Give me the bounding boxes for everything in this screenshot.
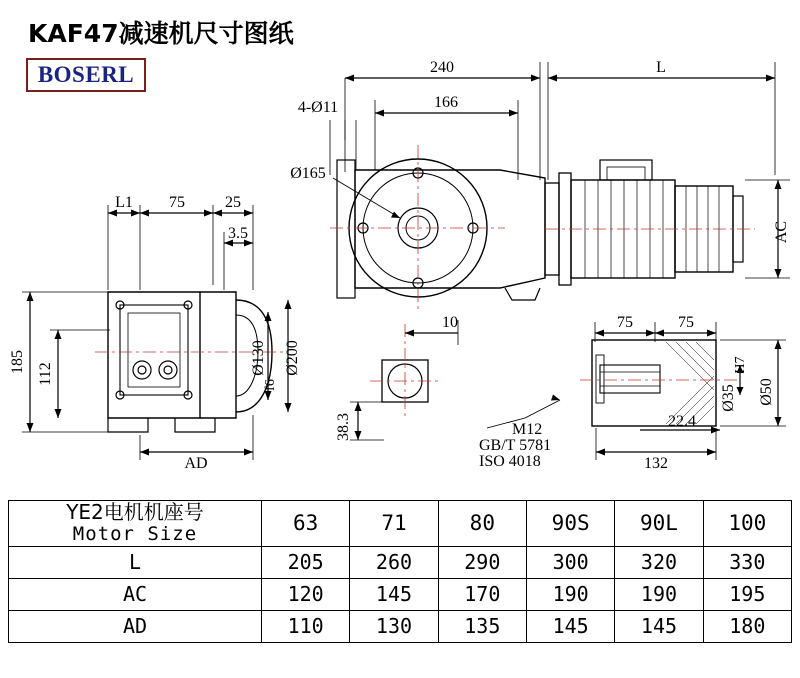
row-AC-val-4: 190 xyxy=(615,578,703,610)
dim-75-right-b: 75 xyxy=(678,314,694,331)
table-col-3: 90S xyxy=(526,501,614,547)
row-AD-val-2: 135 xyxy=(438,610,526,642)
dim-166: 166 xyxy=(434,94,458,111)
table-header-motor-size xyxy=(9,501,262,547)
row-AC-val-2: 170 xyxy=(438,578,526,610)
row-AC-val-1: 145 xyxy=(350,578,438,610)
label-m12: M12 xyxy=(512,421,543,438)
row-AD-val-5: 180 xyxy=(703,610,791,642)
row-AC-val-0: 120 xyxy=(262,578,350,610)
dim-75-left: 75 xyxy=(169,194,185,211)
brand-logo-text: BOSERL xyxy=(37,62,135,87)
row-label-L: L xyxy=(9,546,262,578)
table-row xyxy=(9,578,792,610)
table-row xyxy=(9,610,792,642)
dim-240: 240 xyxy=(430,59,454,76)
dim-AC: AC xyxy=(773,220,790,244)
table-col-0: 63 xyxy=(262,501,350,547)
table-header-cn: YE2电机机座号 xyxy=(66,500,204,524)
label-iso4018: ISO 4018 xyxy=(479,453,541,470)
row-L-val-3: 300 xyxy=(526,546,614,578)
row-L-val-5: 330 xyxy=(703,546,791,578)
dim-25: 25 xyxy=(225,194,241,211)
page-title: KAF47减速机尺寸图纸 xyxy=(28,19,294,48)
dim-d50: Ø50 xyxy=(758,378,775,406)
dim-112: 112 xyxy=(37,362,54,386)
row-AD-val-3: 145 xyxy=(526,610,614,642)
table-col-5: 100 xyxy=(703,501,791,547)
row-AC-val-3: 190 xyxy=(526,578,614,610)
table-row xyxy=(9,546,792,578)
row-AC-val-5: 195 xyxy=(703,578,791,610)
dim-132: 132 xyxy=(644,455,668,472)
dim-L1: L1 xyxy=(115,194,133,211)
table-col-1: 71 xyxy=(350,501,438,547)
row-label-AD: AD xyxy=(9,610,262,642)
dim-75-right-a: 75 xyxy=(617,314,633,331)
dim-d35-tolerance: H7 xyxy=(733,356,748,374)
dim-185: 185 xyxy=(9,350,26,374)
dim-d130-tolerance: f6 xyxy=(263,379,278,391)
row-L-val-0: 205 xyxy=(262,546,350,578)
row-AD-val-1: 130 xyxy=(350,610,438,642)
row-L-val-2: 290 xyxy=(438,546,526,578)
row-AD-val-4: 145 xyxy=(615,610,703,642)
row-L-val-1: 260 xyxy=(350,546,438,578)
dim-4xd11: 4-Ø11 xyxy=(297,99,339,116)
label-gbt5781: GB/T 5781 xyxy=(479,437,552,454)
dim-AD: AD xyxy=(184,455,208,472)
row-L-val-4: 320 xyxy=(615,546,703,578)
table-col-2: 80 xyxy=(438,501,526,547)
dim-d130: Ø130 xyxy=(250,340,267,376)
dim-38-3: 38.3 xyxy=(335,413,352,441)
row-label-AC: AC xyxy=(9,578,262,610)
row-AD-val-0: 110 xyxy=(262,610,350,642)
dim-22-4: 22.4 xyxy=(668,413,696,430)
specification-table xyxy=(8,500,792,643)
table-header-en: Motor Size xyxy=(72,523,198,545)
dim-d200: Ø200 xyxy=(284,340,301,376)
dim-L-top: L xyxy=(656,59,666,76)
dim-10: 10 xyxy=(442,314,458,331)
table-col-4: 90L xyxy=(615,501,703,547)
dim-d165: Ø165 xyxy=(290,165,326,182)
dim-d35: Ø35 xyxy=(720,384,737,412)
dim-3-5: 3.5 xyxy=(228,225,248,242)
